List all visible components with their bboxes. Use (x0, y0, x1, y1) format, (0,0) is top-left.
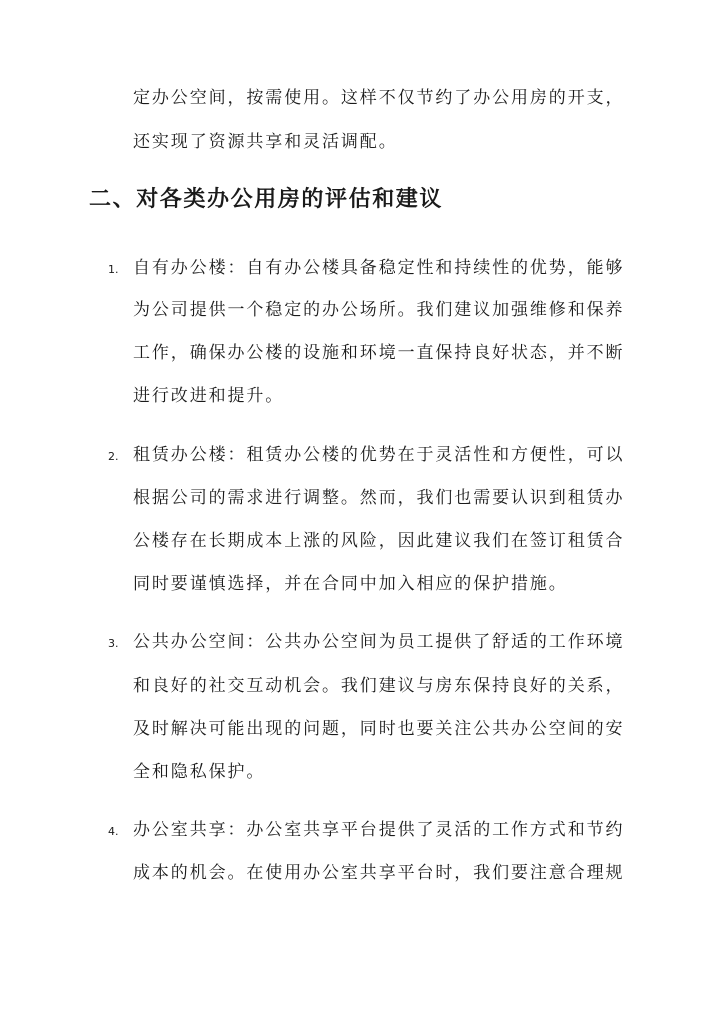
list-item-line: 公共办公空间：公共办公空间为员工提供了舒适的工作环境 (133, 632, 625, 652)
intro-line: 还实现了资源共享和灵活调配。 (133, 132, 398, 152)
list-item-line: 和良好的社交互动机会。我们建议与房东保持良好的关系， (133, 676, 625, 696)
list-item-line: 为公司提供一个稳定的办公场所。我们建议加强维修和保养 (133, 300, 625, 320)
list-item-line: 公楼存在长期成本上涨的风险，因此建议我们在签订租赁合 (133, 531, 625, 551)
list-item-number: 2. (108, 450, 119, 463)
list-item-line: 办公室共享：办公室共享平台提供了灵活的工作方式和节约 (133, 820, 625, 840)
list-item-line: 租赁办公楼：租赁办公楼的优势在于灵活性和方便性，可以 (133, 445, 625, 465)
list-item-number: 4. (108, 825, 119, 838)
list-item-number: 3. (108, 637, 119, 650)
list-item-line: 及时解决可能出现的问题，同时也要关注公共办公空间的安 (133, 719, 625, 739)
list-item-line: 工作，确保办公楼的设施和环境一直保持良好状态，并不断 (133, 343, 625, 363)
intro-line: 定办公空间，按需使用。这样不仅节约了办公用房的开支， (133, 88, 625, 108)
list-item-line: 同时要谨慎选择，并在合同中加入相应的保护措施。 (133, 574, 568, 594)
list-item-number: 1. (108, 263, 119, 276)
list-item-line: 全和隐私保护。 (133, 762, 266, 782)
list-item-line: 进行改进和提升。 (133, 386, 285, 406)
list-item-line: 自有办公楼：自有办公楼具备稳定性和持续性的优势，能够 (133, 258, 625, 278)
section-heading: 二、对各类办公用房的评估和建议 (89, 187, 444, 212)
list-item-line: 成本的机会。在使用办公室共享平台时，我们要注意合理规 (133, 863, 625, 883)
list-item-line: 根据公司的需求进行调整。然而，我们也需要认识到租赁办 (133, 488, 625, 508)
